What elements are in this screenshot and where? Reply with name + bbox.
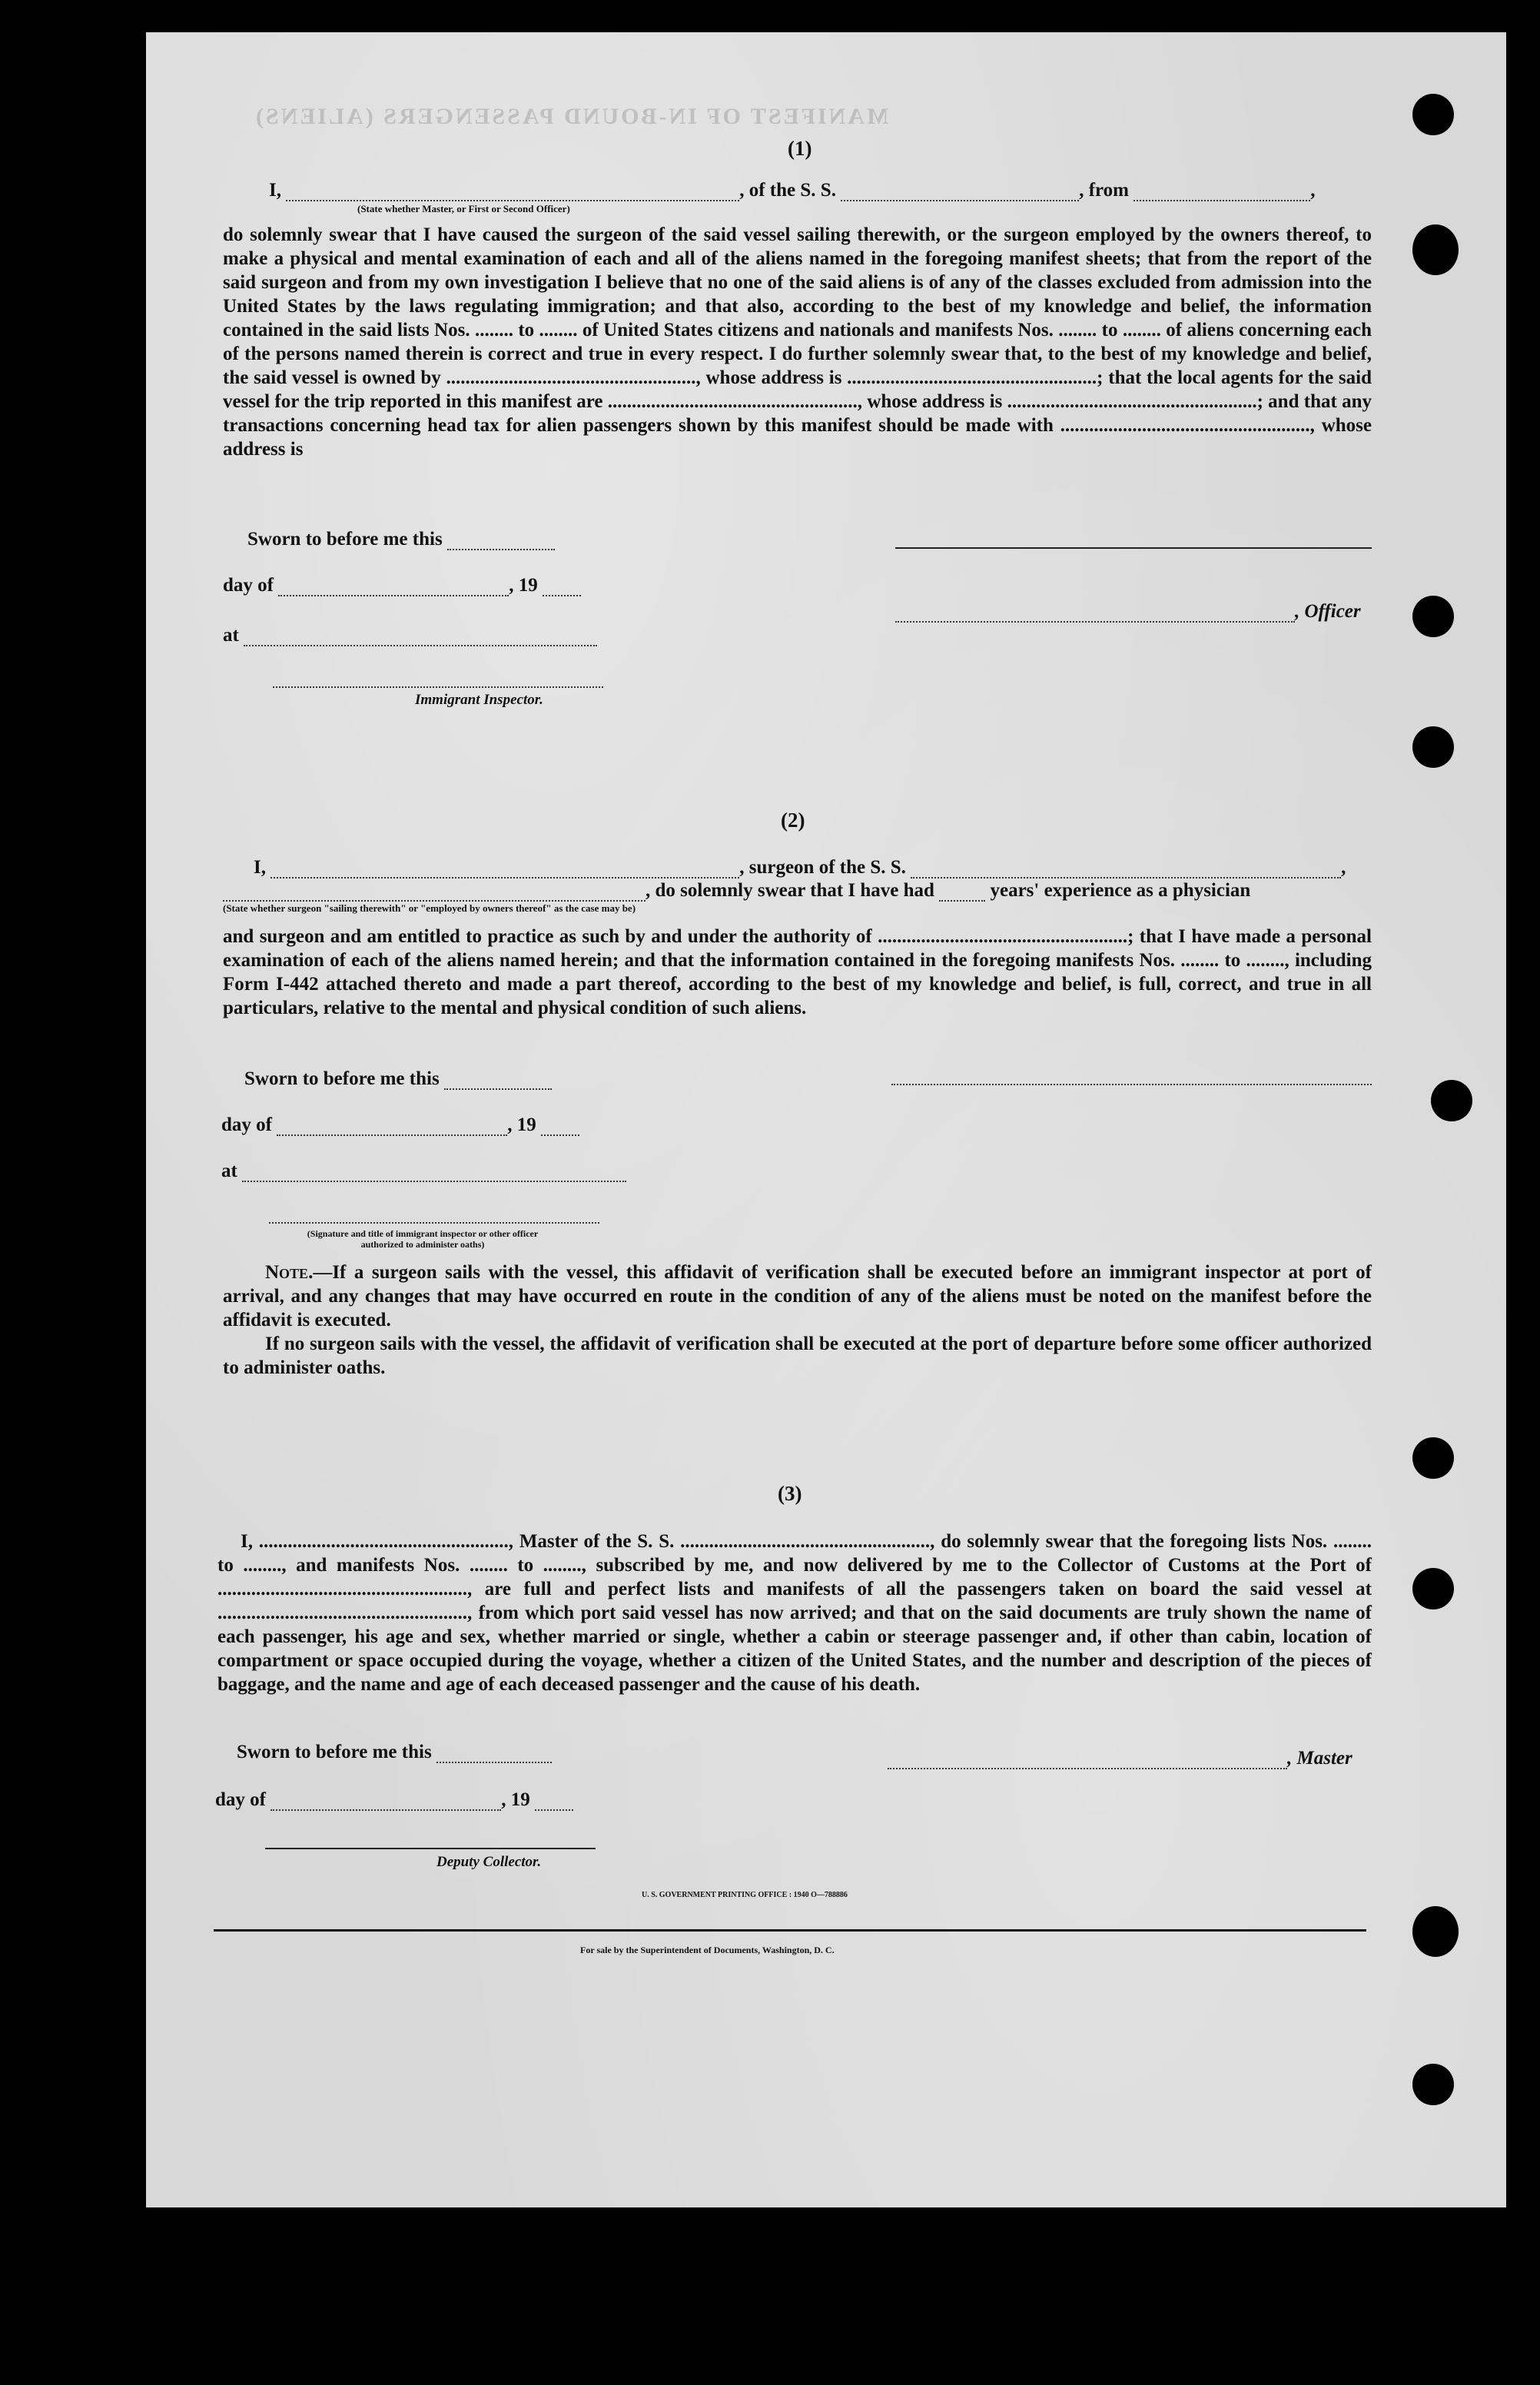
s1-from-label: , from: [1079, 180, 1129, 201]
s2-sworn-row: [244, 1068, 552, 1090]
s1-sworn-row: [247, 529, 555, 550]
s1-officer-row: [895, 601, 1361, 623]
s1-day-row: [223, 575, 581, 596]
s2-note-text-1: —If a surgeon sails with the vessel, this affidavit of verification shall be executed before an immigrant inspector at port of arrival, and any changes that may have occurred en route in the condition of any of the aliens must be noted on the manifest before the affidavit is executed.: [223, 1262, 1372, 1330]
s1-i-label: I,: [269, 180, 281, 201]
s2-years-label: years' experience as a physician: [990, 880, 1251, 901]
s2-note-label: Note.: [265, 1262, 314, 1283]
s1-at-blank: [244, 631, 597, 646]
printing-office-line: U. S. GOVERNMENT PRINTING OFFICE : 1940 O—788886: [642, 1891, 848, 1899]
s1-at-row: [223, 625, 597, 646]
s1-signature-line: [895, 547, 1372, 549]
section-2-body: [223, 925, 1372, 1020]
s1-sworn-blank: [447, 535, 555, 550]
s1-sworn-label: Sworn to before me this: [247, 529, 443, 550]
s1-inspector-line: [273, 686, 603, 688]
binder-hole: [1412, 1437, 1454, 1479]
s3-sworn-label: Sworn to before me this: [237, 1742, 432, 1762]
section-2-number: (2): [781, 809, 805, 832]
s2-note: [223, 1261, 1372, 1380]
s2-note-paragraph: [223, 1261, 1372, 1332]
s3-master-blank: [888, 1754, 1287, 1769]
binder-hole: [1412, 1906, 1459, 1957]
s2-sworn-blank: [444, 1075, 552, 1090]
s1-officer-blank: [895, 607, 1295, 623]
s2-paragraph: and surgeon and am entitled to practice as such by and under the authority of ....................................................; that I have made a personal examination of each of the aliens named herein; and that the information contained in the foregoing manifests Nos. ........ to ........, including Form I-442 attached thereto and made a part thereof, according to the best of my knowledge and belief, is full, correct, and true in all particulars, relative to the mental and physical condition of such aliens.: [223, 926, 1372, 1018]
binder-hole: [1412, 2064, 1454, 2105]
s2-at-row: [221, 1161, 626, 1182]
s2-vessel-blank: [911, 863, 1341, 879]
binder-hole: [1431, 1080, 1472, 1121]
s1-inspector-label: Immigrant Inspector.: [415, 692, 543, 708]
section-3-body: [217, 1530, 1372, 1696]
s2-inspector-line: [269, 1222, 599, 1224]
section-3-number: (3): [778, 1482, 802, 1505]
s3-sworn-row: [237, 1742, 552, 1763]
s1-vessel-blank: [841, 186, 1079, 201]
section-1-body: [223, 223, 1372, 461]
s2-signature-note: (Signature and title of immigrant inspector or other officer authorized to administer oaths): [307, 1228, 539, 1250]
s3-year-label: , 19: [501, 1789, 530, 1810]
s2-surgeon-label: , surgeon of the S. S.: [739, 857, 906, 878]
s1-from-blank: [1133, 186, 1310, 201]
s2-signature-line: [891, 1084, 1372, 1085]
s1-year-blank: [543, 581, 581, 596]
s2-day-label: day of: [221, 1114, 272, 1135]
s1-day-label: day of: [223, 575, 274, 596]
s2-i-label: I,: [254, 857, 266, 878]
binder-hole: [1412, 1568, 1454, 1609]
binder-hole: [1412, 596, 1454, 637]
s2-years-blank: [939, 886, 985, 902]
s3-paragraph: I, ...................................................., Master of the S. S. ...................................................., do solemnly swear that the foregoing lists Nos. ........ to ........, and manifests Nos. ........ to ........, subscribed by me, and now delivered by me to the Collector of Customs at the Port of ...................................................., are full and perfect lists and manifests of all the passengers taken on board the said vessel at ...................................................., from which port said vessel has now arrived; and that on the said documents are truly shown the name of each passenger, his age and sex, whether married or single, whether a cabin or steerage passenger and, if other than cabin, location of compartment or space occupied during the voyage, whether a citizen of the United States, and the number and description of the pieces of baggage, and the name and age of each deceased passenger and the cause of his death.: [217, 1531, 1372, 1695]
s2-surgeon-note: (State whether surgeon "sailing therewith" or "employed by owners thereof" as the case may be): [223, 902, 636, 914]
s3-day-row: [215, 1789, 573, 1811]
s1-paragraph: do solemnly swear that I have caused the surgeon of the said vessel sailing therewith, or the surgeon employed by the owners thereof, to make a physical and mental examination of each and all of the aliens named in the foregoing manifest sheets; that from the report of the said surgeon and from my own investigation I believe that no one of the said aliens is of any of the classes excluded from admission into the United States by the laws regulating immigration; and that also, according to the best of my knowledge and belief, the information contained in the said lists Nos. ........ to ........ of United States citizens and nationals and manifests Nos. ........ to ........ of aliens concerning each of the persons named therein is correct and true in every respect. I do further solemnly swear that, to the best of my knowledge and belief, the said vessel is owned by ...................................................., whose address is ....................................................; that the local agents for the said vessel for the trip reported in this manifest are ...................................................., whose address is ....................................................; and that any transactions concerning head tax for alien passengers shown by this manifest should be made with ...................................................., whose address is: [223, 224, 1372, 460]
s3-day-label: day of: [215, 1789, 266, 1810]
s2-status-blank: [223, 886, 646, 902]
s2-at-blank: [242, 1167, 626, 1182]
s2-second-line: [223, 880, 1250, 902]
s3-deputy-line: [265, 1848, 596, 1849]
s1-year-label: , 19: [509, 575, 538, 596]
s3-deputy-label: Deputy Collector.: [436, 1854, 542, 1870]
binder-hole: [1412, 726, 1454, 768]
s3-year-blank: [535, 1795, 573, 1811]
s1-day-blank: [278, 581, 509, 596]
bleed-through-heading: MANIFEST OF IN-BOUND PASSENGERS (ALIENS): [254, 104, 889, 129]
s3-sworn-blank: [436, 1748, 552, 1763]
s2-sworn-label: Sworn to before me this: [244, 1068, 440, 1089]
s3-day-blank: [270, 1795, 501, 1811]
s2-at-label: at: [221, 1161, 237, 1181]
s2-name-blank: [270, 863, 739, 879]
s2-year-blank: [541, 1121, 579, 1136]
binder-hole: [1412, 224, 1459, 275]
binder-hole: [1412, 94, 1454, 135]
s2-day-blank: [277, 1121, 507, 1136]
s1-officer-label: , Officer: [1295, 601, 1361, 622]
s1-officer-note: (State whether Master, or First or Second Officer): [357, 203, 570, 214]
section-1-first-line: I, , of the S. S. , from ,: [269, 180, 1316, 201]
footer-rule: [214, 1929, 1366, 1932]
s3-master-label: , Master: [1287, 1748, 1352, 1769]
s2-swear-label: , do solemnly swear that I have had: [646, 880, 934, 901]
s1-at-label: at: [223, 625, 239, 646]
s2-year-label: , 19: [507, 1114, 536, 1135]
s1-name-blank: [286, 186, 739, 201]
s2-day-row: [221, 1114, 579, 1136]
s2-first-line: I, , surgeon of the S. S. ,: [254, 857, 1346, 878]
s3-master-row: [888, 1748, 1352, 1769]
s1-of-label: , of the S. S.: [739, 180, 836, 201]
section-1-number: (1): [788, 137, 812, 160]
footer-sale-line: For sale by the Superintendent of Documents, Washington, D. C.: [580, 1945, 835, 1955]
s2-note-text-2: If no surgeon sails with the vessel, the affidavit of verification shall be executed at the port of departure before some officer authorized to administer oaths.: [223, 1334, 1372, 1378]
